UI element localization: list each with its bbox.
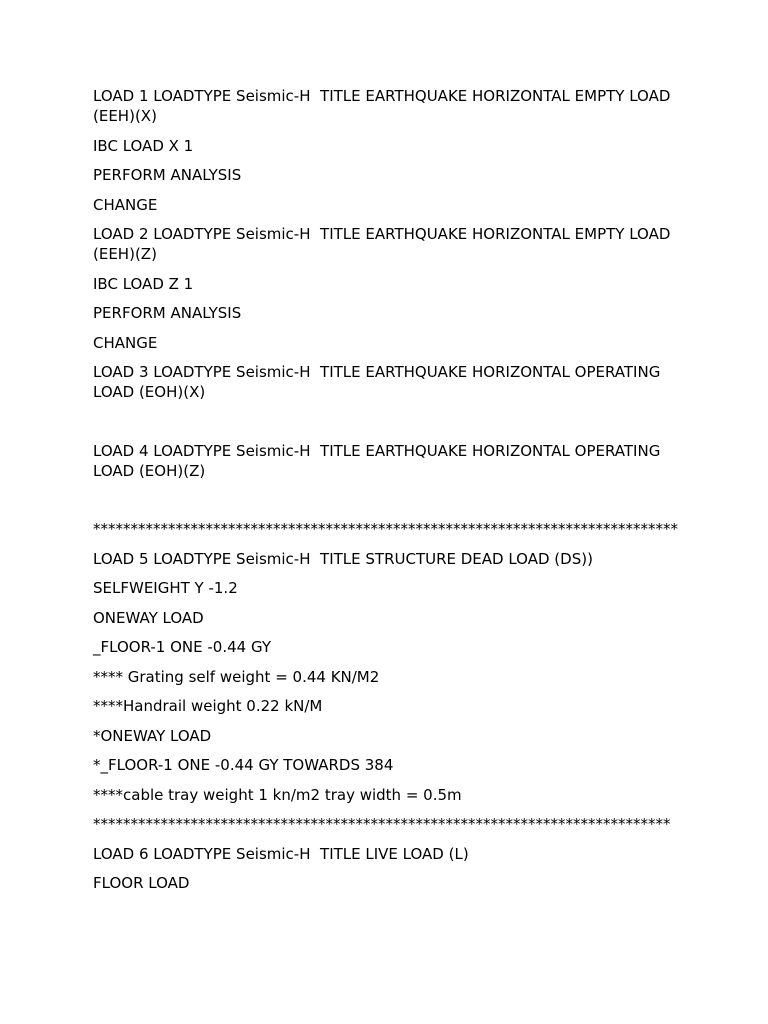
grating-self-weight: **** Grating self weight = 0.44 KN/M2 <box>93 667 380 686</box>
load-6-title: LOAD 6 LOADTYPE Seismic-H TITLE LIVE LOAD (L) <box>93 844 469 863</box>
selfweight: SELFWEIGHT Y -1.2 <box>93 579 238 597</box>
floor-1-one: _FLOOR-1 ONE -0.44 GY <box>93 638 271 656</box>
ibc-load-x: IBC LOAD X 1 <box>93 136 194 155</box>
separator-stars-1: ****************************************************************************** <box>93 520 678 538</box>
blank-line <box>93 412 683 441</box>
load-2-title: LOAD 2 LOADTYPE Seismic-H TITLE EARTHQUAKE HORIZONTAL EMPTY LOAD (EEH)(Z) <box>93 225 676 263</box>
handrail-weight: ****Handrail weight 0.22 kN/M <box>93 697 323 715</box>
floor-load: FLOOR LOAD <box>93 874 190 892</box>
perform-analysis-1: PERFORM ANALYSIS <box>93 166 242 184</box>
oneway-load-commented: *ONEWAY LOAD <box>93 726 212 745</box>
perform-analysis-2: PERFORM ANALYSIS <box>93 304 242 322</box>
blank-line <box>93 490 683 519</box>
load-3-title: LOAD 3 LOADTYPE Seismic-H TITLE EARTHQUAKE HORIZONTAL OPERATING LOAD (EOH)(X) <box>93 363 666 401</box>
document-page <box>93 86 683 903</box>
load-4-title: LOAD 4 LOADTYPE Seismic-H TITLE EARTHQUAKE HORIZONTAL OPERATING LOAD (EOH)(Z) <box>93 441 666 480</box>
oneway-load: ONEWAY LOAD <box>93 608 204 627</box>
change-2: CHANGE <box>93 333 158 352</box>
change-1: CHANGE <box>93 195 158 214</box>
load-5-title: LOAD 5 LOADTYPE Seismic-H TITLE STRUCTURE DEAD LOAD (DS)) <box>93 549 593 568</box>
ibc-load-z: IBC LOAD Z 1 <box>93 274 194 293</box>
cable-tray-weight: ****cable tray weight 1 kn/m2 tray width = 0.5m <box>93 785 462 804</box>
load-1-title: LOAD 1 LOADTYPE Seismic-H TITLE EARTHQUAKE HORIZONTAL EMPTY LOAD (EEH)(X) <box>93 87 676 125</box>
separator-stars-2: ***************************************************************************** <box>93 815 671 833</box>
floor-1-one-towards: *_FLOOR-1 ONE -0.44 GY TOWARDS 384 <box>93 756 394 774</box>
